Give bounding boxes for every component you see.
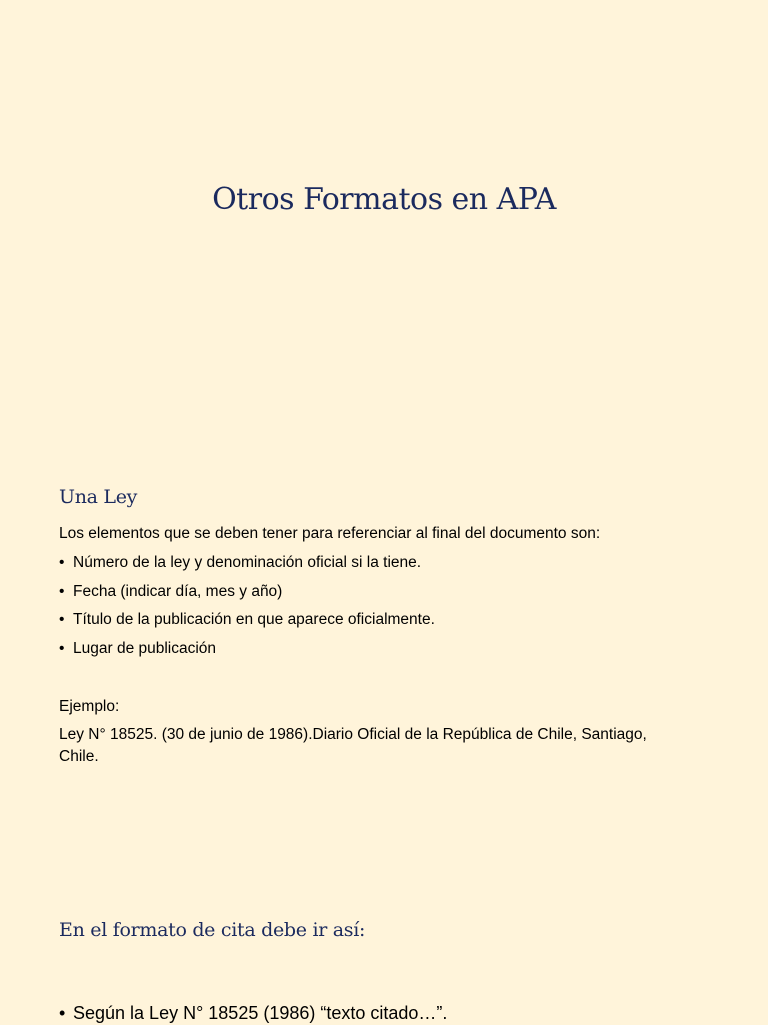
list-item [59,638,435,667]
bullet-icon: • [59,611,65,628]
section-heading-ley: Una Ley [59,486,138,508]
section-intro: Los elementos que se deben tener para referenciar al final del documento son: [59,525,601,542]
bullet-icon: • [59,639,65,657]
list-item-text: Fecha (indicar día, mes y año) [73,582,283,600]
list-item-text: Número de la ley y denominación oficial si la tiene. [73,554,422,571]
list-item [59,609,435,638]
bullet-icon: • [59,1003,66,1023]
example-label: Ejemplo: [59,698,120,715]
list-item [59,581,435,610]
elements-list [59,552,435,666]
cita-item-text: Según la Ley N° 18525 (1986) “texto citado…”. [73,1003,448,1023]
bullet-icon: • [59,582,65,600]
list-item-text: Lugar de publicación [73,639,217,657]
list-item-text: Título de la publicación en que aparece oficialmente. [73,611,435,628]
list-item [59,552,435,581]
bullet-icon: • [59,554,65,571]
cita-list-item [59,1001,447,1025]
section-heading-cita: En el formato de cita debe ir así: [59,919,366,941]
page-title: Otros Formatos en APA [212,182,556,217]
example-text: Ley N° 18525. (30 de junio de 1986).Diario Oficial de la República de Chile, Santiago, Chile. [59,726,647,765]
